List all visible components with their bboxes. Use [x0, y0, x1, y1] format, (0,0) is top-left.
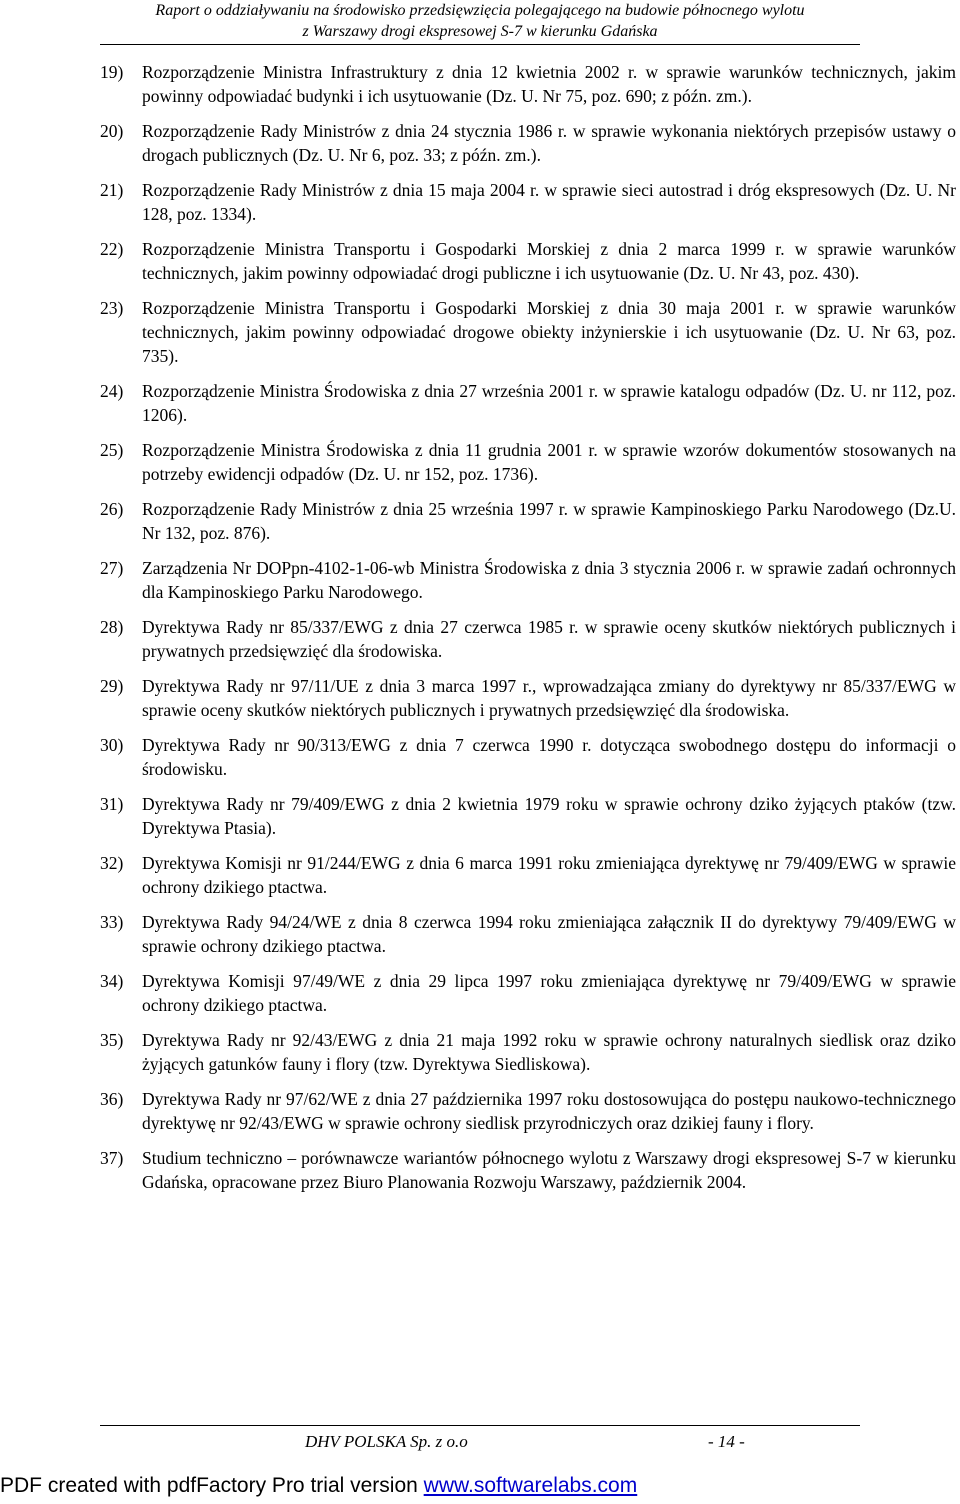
reference-text: Dyrektywa Rady nr 90/313/EWG z dnia 7 czerwca 1990 r. dotycząca swobodnego dostępu do informacji o środowisku.	[142, 735, 956, 779]
reference-number: 30)	[100, 735, 124, 755]
reference-item	[100, 438, 956, 486]
reference-list	[100, 60, 956, 1205]
reference-number: 36)	[100, 1089, 124, 1109]
reference-number: 29)	[100, 676, 124, 696]
reference-item	[100, 792, 956, 840]
reference-item	[100, 60, 956, 108]
reference-number: 22)	[100, 239, 124, 259]
reference-text: Dyrektywa Komisji nr 91/244/EWG z dnia 6 marca 1991 roku zmieniająca dyrektywę nr 79/409/EWG w sprawie ochrony dzikiego ptactwa.	[142, 853, 956, 897]
page-number: - 14 -	[708, 1432, 745, 1451]
reference-number: 32)	[100, 853, 124, 873]
reference-item	[100, 969, 956, 1017]
page-header	[100, 0, 860, 42]
reference-text: Dyrektywa Komisji 97/49/WE z dnia 29 lipca 1997 roku zmieniająca dyrektywę nr 79/409/EWG w sprawie ochrony dzikiego ptactwa.	[142, 971, 956, 1015]
reference-text: Studium techniczno – porównawcze wariantów północnego wylotu z Warszawy drogi ekspresowej S-7 w kierunku Gdańska, opracowane przez Biuro Planowania Rozwoju Warszawy, październik 2004.	[142, 1148, 956, 1192]
pdf-trial-banner	[0, 1474, 960, 1498]
reference-text: Rozporządzenie Rady Ministrów z dnia 15 maja 2004 r. w sprawie sieci autostrad i dróg ekspresowych (Dz. U. Nr 128, poz. 1334).	[142, 180, 956, 224]
footer-company: DHV POLSKA Sp. z o.o	[305, 1432, 468, 1451]
reference-text: Dyrektywa Rady 94/24/WE z dnia 8 czerwca 1994 roku zmieniająca załącznik II do dyrektywy 79/409/EWG w sprawie ochrony dzikiego ptactwa.	[142, 912, 956, 956]
reference-item	[100, 497, 956, 545]
reference-item	[100, 615, 956, 663]
pdf-banner-text: PDF created with pdfFactory Pro trial version	[0, 1474, 424, 1497]
reference-text: Rozporządzenie Ministra Transportu i Gospodarki Morskiej z dnia 30 maja 2001 r. w sprawie warunków technicznych, jakim powinny odpowiadać drogowe obiekty inżynierskie i ich usytuowanie (Dz. U. Nr 63, poz. 735).	[142, 298, 956, 366]
reference-item	[100, 733, 956, 781]
reference-item	[100, 674, 956, 722]
reference-number: 37)	[100, 1148, 124, 1168]
reference-number: 31)	[100, 794, 124, 814]
reference-number: 20)	[100, 121, 124, 141]
page-footer	[100, 1425, 860, 1451]
reference-text: Dyrektywa Rady nr 85/337/EWG z dnia 27 czerwca 1985 r. w sprawie oceny skutków niektórych publicznych i prywatnych przedsięwzięć dla środowiska.	[142, 617, 956, 661]
header-rule	[100, 44, 860, 45]
reference-text: Rozporządzenie Ministra Infrastruktury z dnia 12 kwietnia 2002 r. w sprawie warunków technicznych, jakim powinny odpowiadać budynki i ich usytuowanie (Dz. U. Nr 75, poz. 690; z późn. zm.).	[142, 62, 956, 106]
reference-number: 25)	[100, 440, 124, 460]
reference-item	[100, 1028, 956, 1076]
reference-number: 23)	[100, 298, 124, 318]
reference-number: 19)	[100, 62, 124, 82]
reference-item	[100, 1146, 956, 1194]
reference-item	[100, 556, 956, 604]
reference-number: 34)	[100, 971, 124, 991]
reference-text: Zarządzenia Nr DOPpn-4102-1-06-wb Ministra Środowiska z dnia 3 stycznia 2006 r. w sprawie zadań ochronnych dla Kampinoskiego Parku Narodowego.	[142, 558, 956, 602]
reference-item	[100, 178, 956, 226]
softwarelabs-link[interactable]: www.softwarelabs.com	[423, 1474, 638, 1497]
reference-text: Rozporządzenie Rady Ministrów z dnia 24 stycznia 1986 r. w sprawie wykonania niektórych przepisów ustawy o drogach publicznych (Dz. U. Nr 6, poz. 33; z późn. zm.).	[142, 121, 956, 165]
reference-number: 35)	[100, 1030, 124, 1050]
reference-item	[100, 1087, 956, 1135]
reference-item	[100, 851, 956, 899]
reference-text: Dyrektywa Rady nr 92/43/EWG z dnia 21 maja 1992 roku w sprawie ochrony naturalnych siedlisk oraz dziko żyjących gatunków fauny i flory (tzw. Dyrektywa Siedliskowa).	[142, 1030, 956, 1074]
reference-text: Dyrektywa Rady nr 79/409/EWG z dnia 2 kwietnia 1979 roku w sprawie ochrony dziko żyjących ptaków (tzw. Dyrektywa Ptasia).	[142, 794, 956, 838]
reference-text: Rozporządzenie Ministra Transportu i Gospodarki Morskiej z dnia 2 marca 1999 r. w sprawie warunków technicznych, jakim powinny odpowiadać drogi publiczne i ich usytuowanie (Dz. U. Nr 43, poz. 430).	[142, 239, 956, 283]
reference-number: 27)	[100, 558, 124, 578]
reference-item	[100, 119, 956, 167]
reference-number: 26)	[100, 499, 124, 519]
reference-item	[100, 296, 956, 368]
reference-number: 33)	[100, 912, 124, 932]
header-line-1: Raport o oddziaływaniu na środowisko przedsięwzięcia polegającego na budowie północnego wylotu	[155, 2, 805, 19]
reference-item	[100, 237, 956, 285]
reference-text: Dyrektywa Rady nr 97/62/WE z dnia 27 października 1997 roku dostosowująca do postępu naukowo-technicznego dyrektywę nr 92/43/EWG w sprawie ochrony siedlisk przyrodniczych oraz dzikiej fauny i flory.	[142, 1089, 956, 1133]
reference-text: Dyrektywa Rady nr 97/11/UE z dnia 3 marca 1997 r., wprowadzająca zmiany do dyrektywy nr 85/337/EWG w sprawie oceny skutków niektórych publicznych i prywatnych przedsięwzięć dla środowiska.	[142, 676, 956, 720]
reference-number: 28)	[100, 617, 124, 637]
reference-text: Rozporządzenie Ministra Środowiska z dnia 11 grudnia 2001 r. w sprawie wzorów dokumentów stosowanych na potrzeby ewidencji odpadów (Dz. U. nr 152, poz. 1736).	[142, 440, 956, 484]
header-line-2: z Warszawy drogi ekspresowej S-7 w kierunku Gdańska	[302, 23, 658, 40]
reference-text: Rozporządzenie Rady Ministrów z dnia 25 września 1997 r. w sprawie Kampinoskiego Parku Narodowego (Dz.U. Nr 132, poz. 876).	[142, 499, 956, 543]
reference-item	[100, 379, 956, 427]
reference-item	[100, 910, 956, 958]
reference-number: 24)	[100, 381, 124, 401]
reference-number: 21)	[100, 180, 124, 200]
reference-text: Rozporządzenie Ministra Środowiska z dnia 27 września 2001 r. w sprawie katalogu odpadów (Dz. U. nr 112, poz. 1206).	[142, 381, 956, 425]
